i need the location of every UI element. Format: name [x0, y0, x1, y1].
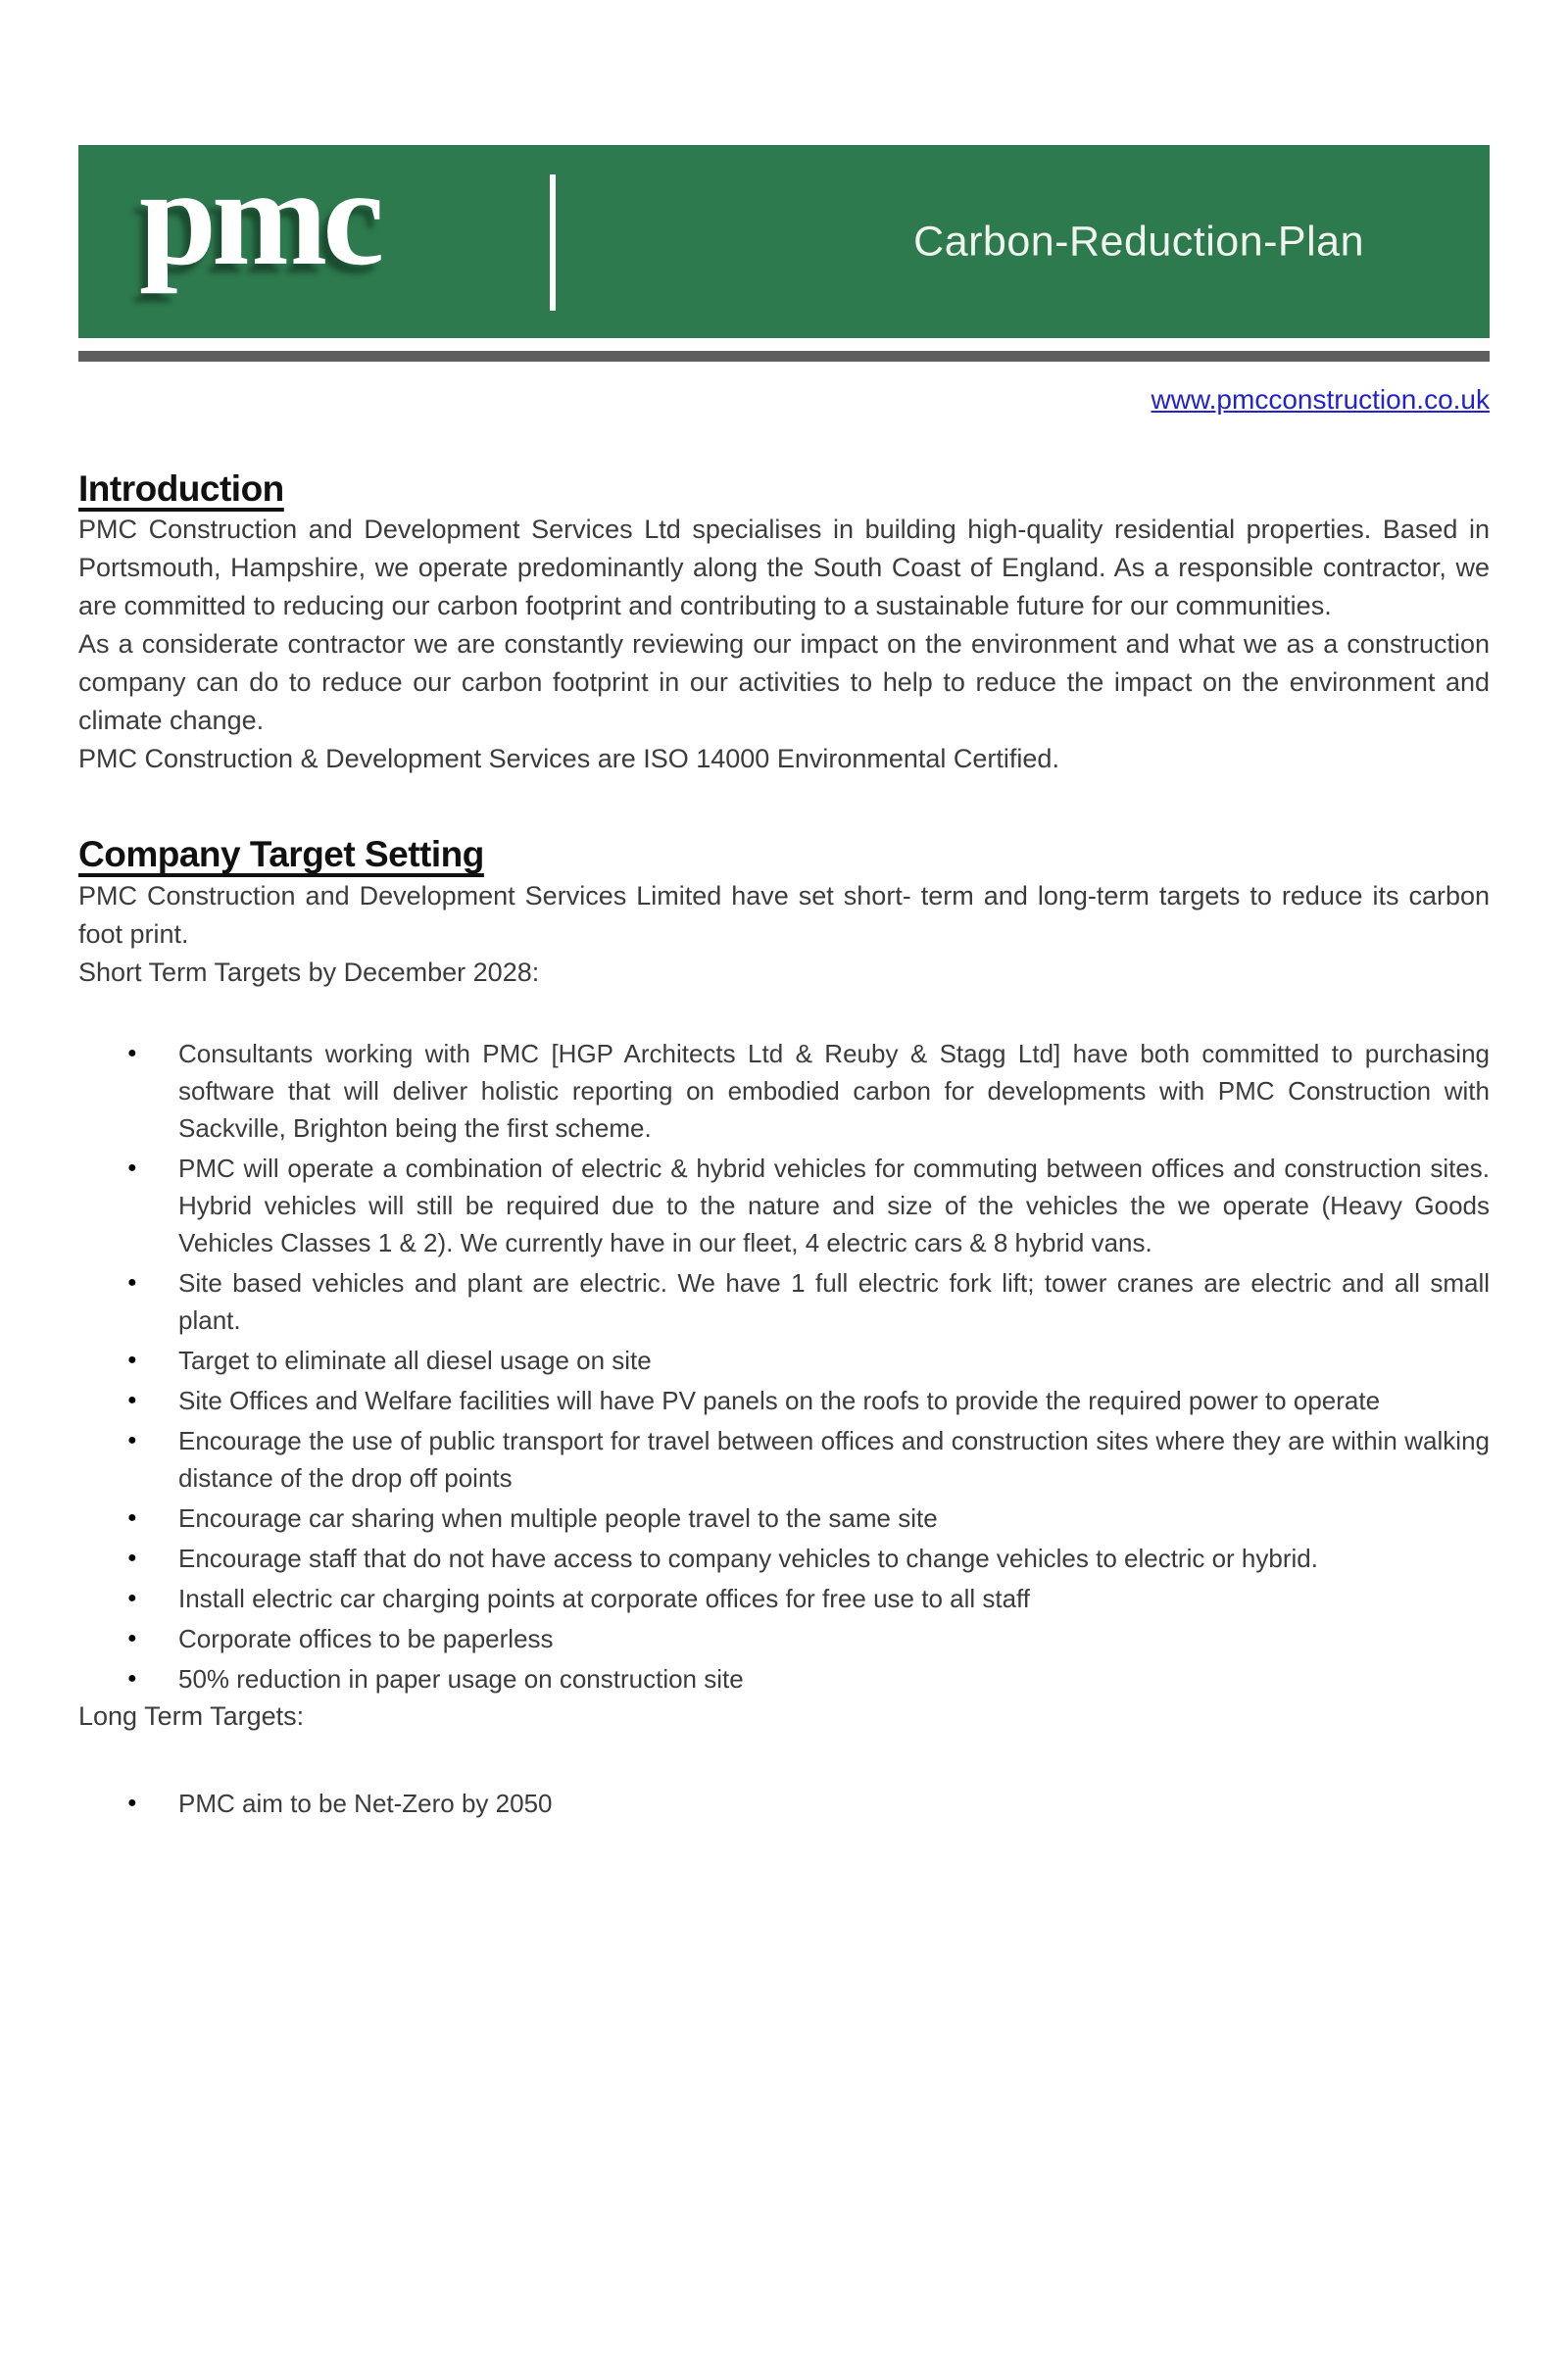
- list-item-text: Site based vehicles and plant are electric. We have 1 full electric fork lift; tower cranes are electric and all small plant.: [178, 1267, 1490, 1335]
- list-item-text: 50% reduction in paper usage on construction site: [178, 1663, 744, 1694]
- list-item: [78, 1035, 1490, 1147]
- list-item-text: Encourage the use of public transport for travel between offices and construction sites where they are within walking distance of the drop off points: [178, 1425, 1490, 1493]
- bullet-icon: ●: [127, 1158, 137, 1176]
- list-item-text: PMC will operate a combination of electric & hybrid vehicles for commuting between offices and construction sites. Hybrid vehicles will still be required due to the nature and size of the vehicles the we operate (Heavy Goods Vehicles Classes 1 & 2). We currently have in our fleet, 4 electric cars & 8 hybrid vans.: [178, 1153, 1490, 1257]
- document-title: Carbon-Reduction-Plan: [913, 218, 1364, 265]
- bullet-icon: ●: [127, 1629, 137, 1647]
- list-item: [78, 1620, 1490, 1657]
- list-item: [78, 1264, 1490, 1339]
- list-item-text: PMC aim to be Net-Zero by 2050: [178, 1788, 553, 1818]
- long-term-targets-label: Long Term Targets:: [78, 1700, 305, 1731]
- list-item: [78, 1580, 1490, 1617]
- bullet-icon: ●: [127, 1794, 137, 1811]
- list-item-text: Encourage staff that do not have access to company vehicles to change vehicles to electric or hybrid.: [178, 1543, 1318, 1573]
- intro-paragraph-3: PMC Construction & Development Services are ISO 14000 Environmental Certified.: [78, 744, 1059, 774]
- list-item: [78, 1785, 1490, 1822]
- bullet-icon: ●: [127, 1508, 137, 1526]
- list-item-text: Corporate offices to be paperless: [178, 1623, 554, 1653]
- introduction-heading: Introduction: [78, 468, 284, 509]
- list-item-text: Consultants working with PMC [HGP Architects Ltd & Reuby & Stagg Ltd] have both committed to purchasing software that will deliver holistic reporting on embodied carbon for developments with PMC Construction with Sackville, Brighton being the first scheme.: [178, 1038, 1490, 1143]
- bullet-icon: ●: [127, 1273, 137, 1291]
- bullet-icon: ●: [127, 1351, 137, 1368]
- list-item-text: Install electric car charging points at corporate offices for free use to all staff: [178, 1583, 1031, 1613]
- short-term-targets-label: Short Term Targets by December 2028:: [78, 957, 540, 987]
- targets-intro-paragraph: PMC Construction and Development Services Limited have set short- term and long-term targets to reduce its carbon foot print.: [78, 880, 1490, 949]
- bullet-icon: ●: [127, 1669, 137, 1687]
- bullet-icon: ●: [127, 1589, 137, 1606]
- list-item: [78, 1422, 1490, 1497]
- header-stripe: [78, 351, 1490, 362]
- bullet-icon: ●: [127, 1431, 137, 1449]
- bullet-icon: ●: [127, 1549, 137, 1566]
- short-term-targets-list: [78, 1035, 1490, 1697]
- bullet-icon: ●: [127, 1391, 137, 1408]
- company-target-setting-heading: Company Target Setting: [78, 834, 484, 875]
- header-banner: [78, 139, 1490, 338]
- list-item-text: Target to eliminate all diesel usage on site: [178, 1345, 652, 1375]
- list-item-text: Encourage car sharing when multiple people travel to the same site: [178, 1502, 938, 1533]
- page-content: [78, 139, 1490, 1822]
- intro-paragraph-1: PMC Construction and Development Services Ltd specialises in building high-quality residential properties. Based in Portsmouth, Hampshire, we operate predominantly along the South Coast of England. As a responsible contractor, we are committed to reducing our carbon footprint and contributing to a sustainable future for our communities.: [78, 515, 1490, 621]
- intro-paragraph-2: As a considerate contractor we are constantly reviewing our impact on the environment and what we as a construction company can do to reduce our carbon footprint in our activities to help to reduce the impact on the environment and climate change.: [78, 629, 1490, 736]
- list-item: [78, 1500, 1490, 1537]
- list-item: [78, 1150, 1490, 1261]
- bullet-icon: ●: [127, 1044, 137, 1061]
- list-item: [78, 1540, 1490, 1577]
- long-term-targets-list: [78, 1785, 1490, 1822]
- list-item-text: Site Offices and Welfare facilities will have PV panels on the roofs to provide the required power to operate: [178, 1385, 1381, 1415]
- pmc-logo: pmc: [139, 139, 380, 294]
- link-row: [78, 383, 1490, 417]
- list-item: [78, 1382, 1490, 1419]
- logo-divider: [550, 174, 556, 311]
- list-item: [78, 1342, 1490, 1379]
- list-item: [78, 1660, 1490, 1697]
- website-link[interactable]: www.pmcconstruction.co.uk: [1151, 384, 1490, 415]
